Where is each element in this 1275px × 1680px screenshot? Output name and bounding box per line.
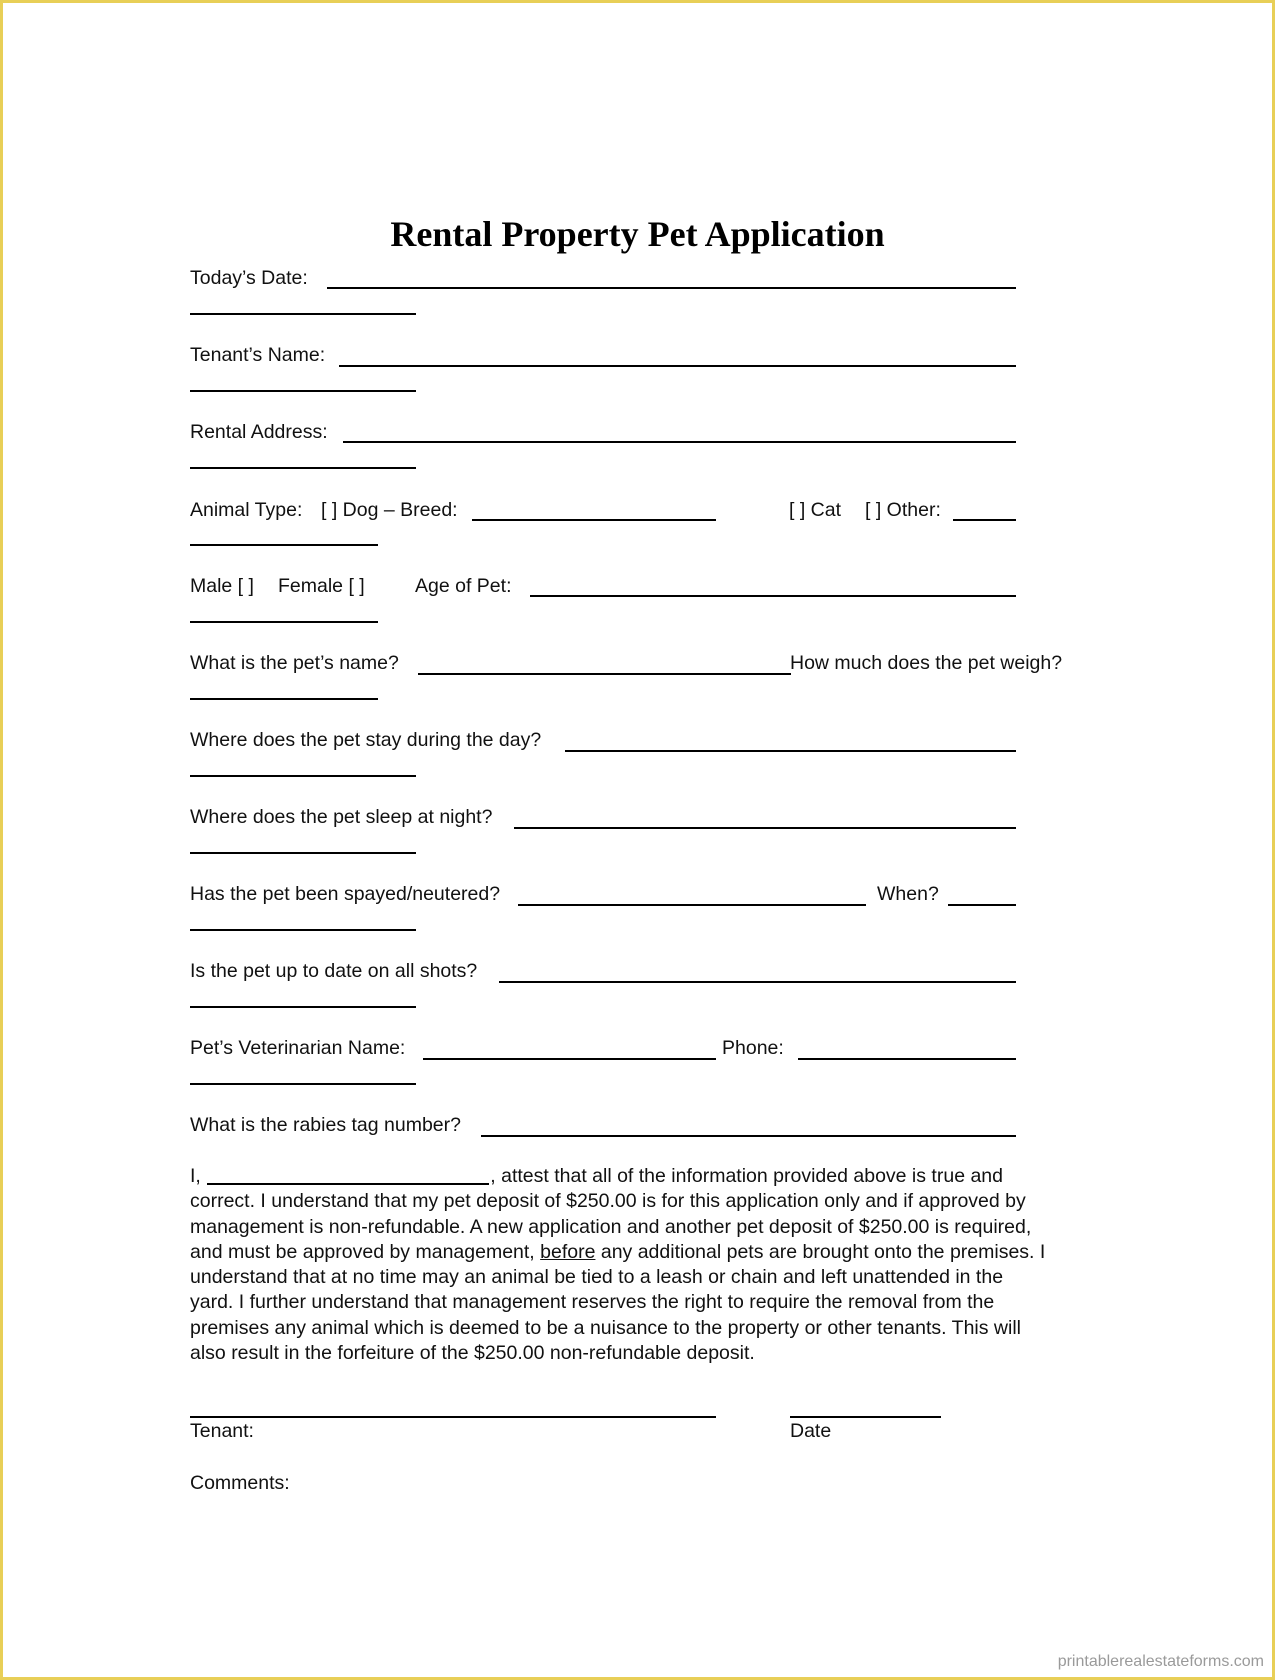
tenant-signature-line[interactable] xyxy=(190,1416,716,1418)
todays-date-line[interactable] xyxy=(327,287,1016,289)
attest-line-6: yard. I further understand that management reserves the right to require the removal from the xyxy=(190,1291,995,1314)
attest-line-4c: any additional pets are brought onto the premises. I xyxy=(600,1240,1046,1263)
when-label: When? xyxy=(877,883,939,905)
cat-checkbox[interactable]: [ ] Cat xyxy=(789,499,842,521)
age-of-pet-label: Age of Pet: xyxy=(415,575,512,597)
rental-address-line-continued[interactable] xyxy=(190,467,416,469)
attest-before-underlined: before xyxy=(540,1240,596,1263)
sleep-night-line[interactable] xyxy=(514,827,1016,829)
rabies-tag-line[interactable] xyxy=(481,1135,1016,1137)
attestation-paragraph xyxy=(190,1163,1090,1366)
shots-label: Is the pet up to date on all shots? xyxy=(190,960,478,982)
age-of-pet-line[interactable] xyxy=(530,595,1016,597)
sleep-night-line-continued[interactable] xyxy=(190,852,416,854)
watermark: printablerealestateforms.com xyxy=(1057,1653,1264,1670)
phone-label: Phone: xyxy=(722,1037,784,1059)
shots-line-continued[interactable] xyxy=(190,1006,416,1008)
comments-label: Comments: xyxy=(190,1472,290,1494)
attest-line-7: premises any animal which is deemed to be a nuisance to the property or other tenants. This will xyxy=(190,1316,1021,1339)
other-line[interactable] xyxy=(953,519,1016,521)
attest-line-2: correct. I understand that my pet deposit of $250.00 is for this application only and if approved by xyxy=(190,1190,1026,1213)
attest-line-3: management is non-refundable. A new application and another pet deposit of $250.00 is required, xyxy=(190,1215,1032,1238)
sleep-night-label: Where does the pet sleep at night? xyxy=(190,806,493,828)
rabies-tag-label: What is the rabies tag number? xyxy=(190,1114,461,1136)
shots-line[interactable] xyxy=(499,981,1016,983)
pet-weight-label: How much does the pet weigh? xyxy=(790,652,1063,674)
sex-age-line-continued[interactable] xyxy=(190,621,378,623)
tenant-signature-label: Tenant: xyxy=(190,1420,254,1442)
other-checkbox[interactable]: [ ] Other: xyxy=(865,499,941,521)
pet-name-label: What is the pet’s name? xyxy=(190,652,399,674)
spayed-label: Has the pet been spayed/neutered? xyxy=(190,883,501,905)
rental-address-line[interactable] xyxy=(343,441,1016,443)
attest-line-5: understand that at no time may an animal be tied to a leash or chain and left unattended in the xyxy=(190,1266,1004,1289)
attest-line-8: also result in the forfeiture of the $250.00 non-refundable deposit. xyxy=(190,1342,755,1365)
dog-breed-checkbox[interactable]: [ ] Dog – Breed: xyxy=(321,499,458,521)
attest-i: I, xyxy=(190,1165,201,1187)
spayed-line[interactable] xyxy=(518,904,866,906)
signature-date-label: Date xyxy=(790,1420,832,1442)
todays-date-line-continued[interactable] xyxy=(190,313,416,315)
vet-name-line[interactable] xyxy=(423,1058,716,1060)
phone-line[interactable] xyxy=(798,1058,1016,1060)
female-checkbox[interactable]: Female [ ] xyxy=(278,575,365,597)
rental-address-label: Rental Address: xyxy=(190,421,328,443)
when-line[interactable] xyxy=(948,904,1016,906)
stay-day-label: Where does the pet stay during the day? xyxy=(190,729,542,751)
animal-type-line-continued[interactable] xyxy=(190,544,378,546)
animal-type-label: Animal Type: xyxy=(190,499,303,521)
pet-name-line[interactable] xyxy=(418,673,791,675)
pet-weight-line[interactable] xyxy=(190,698,378,700)
tenants-name-line-continued[interactable] xyxy=(190,390,416,392)
attest-name-blank[interactable] xyxy=(207,1163,489,1185)
form-title: Rental Property Pet Application xyxy=(390,214,885,254)
attest-line-1: , attest that all of the information provided above is true and xyxy=(490,1165,1003,1187)
male-checkbox[interactable]: Male [ ] xyxy=(190,575,254,597)
tenants-name-label: Tenant’s Name: xyxy=(190,344,326,366)
vet-line-continued[interactable] xyxy=(190,1083,416,1085)
tenants-name-line[interactable] xyxy=(339,365,1016,367)
stay-day-line[interactable] xyxy=(565,750,1016,752)
spayed-line-continued[interactable] xyxy=(190,929,416,931)
todays-date-label: Today’s Date: xyxy=(190,267,308,289)
attest-line-4a: and must be approved by management, xyxy=(190,1240,535,1263)
signature-date-line[interactable] xyxy=(790,1416,941,1418)
dog-breed-line[interactable] xyxy=(472,519,716,521)
vet-name-label: Pet’s Veterinarian Name: xyxy=(190,1037,406,1059)
stay-day-line-continued[interactable] xyxy=(190,775,416,777)
